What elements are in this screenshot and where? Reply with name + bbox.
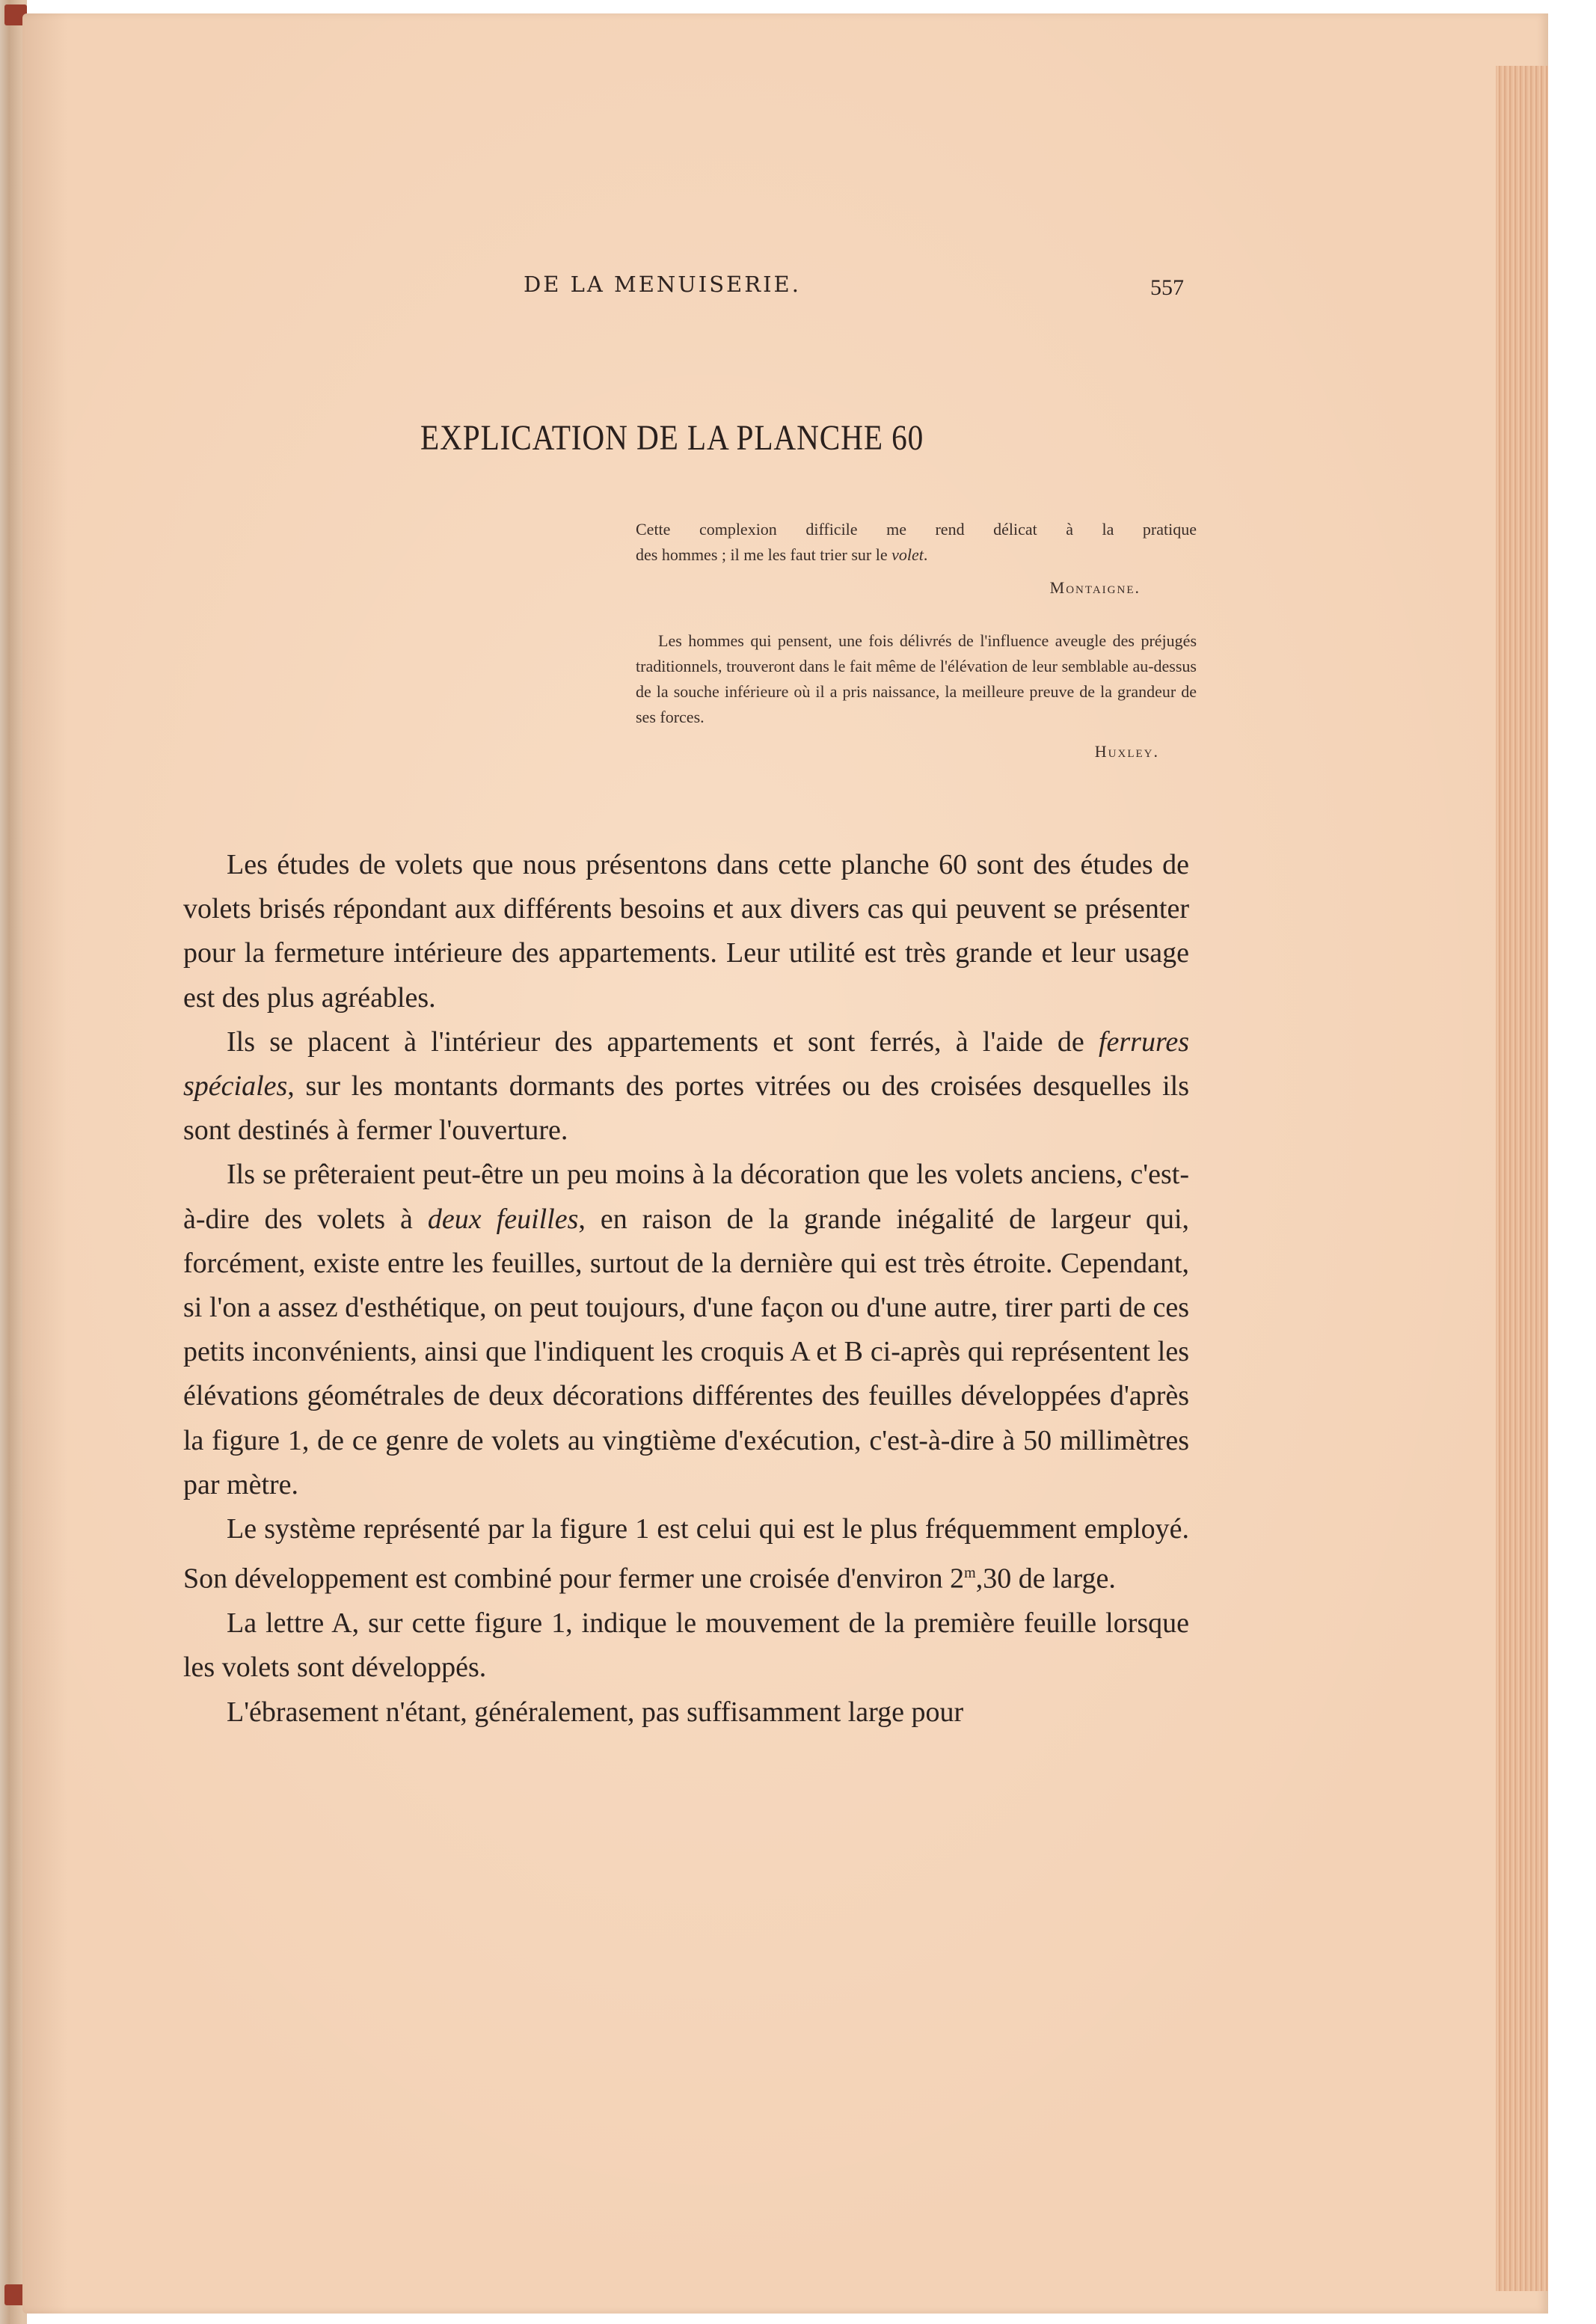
epigraph-text: des hommes ; il me les faut trier sur le [636, 545, 892, 564]
paragraph-text: ,30 de large. [975, 1563, 1116, 1595]
epigraph-huxley [636, 628, 1197, 764]
body-text [183, 843, 1189, 1735]
epigraph-text: Les hommes qui pensent, une fois délivrés de l'influence aveugle des préjugés traditionnels, trouveront dans le fait même de l'élévation de leur semblable au-dessus de la souche inférieure où il a pris naissance, la meilleure preuve de la grandeur de ses forces. [636, 631, 1197, 726]
paragraph-text: Ils se prêteraient peut-être un peu moins à la décoration que les volets anciens, c'est-à-dire des volets à [183, 1159, 1189, 1235]
paragraph-text: , sur les montants dormants des portes vitrées ou des croisées desquelles ils sont destinés à fermer l'ouverture. [183, 1070, 1189, 1147]
paragraph: L'ébrasement n'étant, généralement, pas suffisamment large pour [227, 1696, 964, 1728]
italic-term: deux feuilles [427, 1203, 579, 1235]
epigraph-attribution: Huxley. [1094, 742, 1159, 761]
page-number: 557 [1150, 275, 1184, 300]
paragraph-text: Ils se placent à l'intérieur des appartements et sont ferrés, à l'aide de [227, 1025, 1099, 1058]
epigraph-text: . [923, 545, 928, 564]
paragraph [183, 1507, 1189, 1601]
paragraph-text: , en raison de la grande inégalité de largeur qui, forcément, existe entre les feuilles, surtout de la dernière qui est très étroite. Cependant, si l'on a assez d'esthétique, on peut toujours, d'une façon ou d'une autre, tirer parti de ces petits inconvénients, ainsi que l'indiquent les croquis A et B ci-après qui représentent les élévations géométrales de deux décorations différentes des feuilles développées d'après la figure 1, de ce genre de volets au vingtième d'exécution, c'est-à-dire à 50 millimètres par mètre. [183, 1203, 1190, 1500]
paragraph: Les études de volets que nous présentons dans cette planche 60 sont des études de volets brisés répondant aux différents besoins et aux divers cas qui peuvent se présenter pour la fermeture intérieure des appartements. Leur utilité est très grande et leur usage est des plus agréables. [183, 849, 1189, 1014]
epigraph-italic: volet [891, 545, 924, 564]
italic-term: ferrures spéciales [183, 1025, 1189, 1103]
page-title: EXPLICATION DE LA PLANCHE 60 [420, 418, 924, 458]
paragraph: La lettre A, sur cette figure 1, indique le mouvement de la première feuille lorsque les volets sont développés. [183, 1607, 1189, 1684]
paragraph [183, 1153, 1189, 1507]
page-edges [1496, 66, 1548, 2291]
paragraph [183, 1020, 1189, 1153]
paragraph-text: Le système représenté par la figure 1 est celui qui est le plus fréquemment employé. Son développement est combiné pour fermer une croisée d'environ 2 [183, 1513, 1189, 1595]
running-head: DE LA MENUISERIE. [524, 272, 801, 297]
epigraph-montaigne [636, 517, 1197, 601]
superscript: m [964, 1565, 976, 1582]
epigraph-line [636, 542, 1197, 568]
epigraph-attribution: Montaigne. [1049, 578, 1141, 597]
epigraph-line: Cette complexion difficile me rend délicat à la pratique [636, 520, 1197, 539]
